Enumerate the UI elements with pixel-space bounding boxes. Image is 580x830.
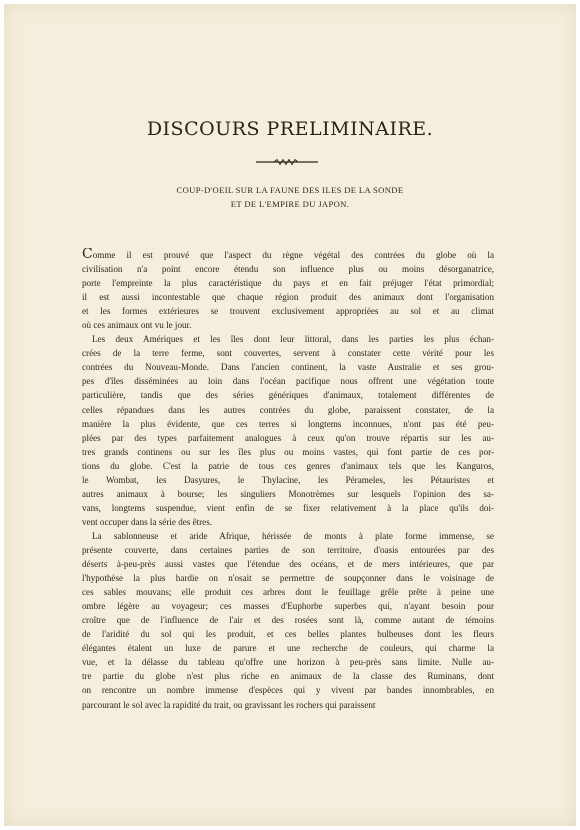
subtitle (4, 183, 576, 211)
paragraph-3 (82, 529, 494, 712)
text-line: de l'aridité du sol qui les produit, et ces belles plantes bulbeuses dont les fleurs (82, 629, 494, 640)
text-line: manière la plus évidente, que ces terres si longtems inconnues, n'ont pas été peu- (82, 418, 494, 429)
text-line: autres animaux à bourse; les singuliers Monotrèmes sur lesquels l'opinion des sa- (82, 488, 494, 499)
text-line: déserts à-peu-près aussi vastes que l'étendue des océans, et de mers intérieures, que par (82, 559, 494, 570)
text-line: élégantes étalent un luxe de parure et une recherche de couleurs, qui charme la (82, 643, 494, 654)
text-line: et les formes extérieures se trouvent exclusivement appropriées au sol et au climat (82, 306, 494, 317)
text-line: crées de la terre ferme, sont couvertes, servent à constater cette vérité pour les (82, 348, 494, 359)
text-line: porte l'empreinte la plus caractéristique du pays et en fait préjuger l'état primordial; (82, 278, 494, 289)
title-ornament (256, 158, 318, 166)
text-line: particulière, tandis que des séries génériques d'animaux, totalement différentes de (82, 390, 494, 401)
text-line: présente couverte, dans certaines parties de son territoire, d'oasis entourées par des (82, 544, 494, 555)
text-line: celles répandues dans les autres contrées du globe, paraissent constater, de la (82, 404, 494, 415)
text-line: plées par des types parfaitement analogues à ceux qu'on trouve répartis sur les au- (82, 432, 494, 443)
text-line: le Wombat, les Dasyures, le Thylacine, les Pérameles, les Pétauristes et (82, 474, 494, 485)
text-line: où ces animaux ont vu le jour. (82, 320, 192, 331)
text-line: ces sables mouvans; elle produit ces arbres dont le feuillage grêle prête à peine une (82, 587, 494, 598)
text-line: on rencontre un nombre immense d'espèces qui y vivent par bandes innombrables, en (82, 685, 494, 696)
document-page (4, 4, 576, 826)
text-line: tions du globe. C'est la patrie de tous ces genres d'animaux tels que les Kanguros, (82, 460, 494, 471)
text-line: La sablonneuse et aride Afrique, hérissée de monts à plate forme immense, se (92, 530, 494, 541)
text-line (82, 248, 494, 262)
text-line: civilisation n'a point encore étendu son influence plus ou moins désorganatrice, (82, 264, 494, 275)
paragraph-2 (82, 332, 494, 529)
text-line: pes d'îles disséminées au loin dans l'océan pacifique nous offrent une végétation toute (82, 376, 494, 387)
text-line: parcourant le sol avec la rapidité du trait, ou gravissant les rochers qui paraissent (82, 699, 376, 710)
text-line: contrées du Nouveau-Monde. Dans l'ancien continent, la vaste Australie et ses grou- (82, 362, 494, 373)
subtitle-line-1: COUP-D'OEIL SUR LA FAUNE DES ILES DE LA SONDE (176, 185, 404, 195)
paragraph-1 (82, 248, 494, 332)
text-line: il est aussi incontestable que chaque région produit des animaux dont l'organisation (82, 292, 494, 303)
page-title: DISCOURS PRELIMINAIRE. (146, 118, 434, 140)
text-line: l'hypothèse la plus hardie on n'osait se permettre de soupçonner dans le voisinage de (82, 573, 494, 584)
text-line: vue, et la délasse du tableau qu'offre une horizon à peu-près sans limite. Nulle au- (82, 657, 494, 668)
body-text (82, 248, 494, 712)
text-line: tres grands continens ou sur les îles plus ou moins vastes, qui font partie de ces por- (82, 446, 494, 457)
drop-cap: C (82, 248, 93, 262)
text-line: croître que de l'influence de l'air et des rosées sont là, comme autant de témoins (82, 615, 494, 626)
text-line: vans, longtems suspendue, vient enfin de se fixer relativement à la place qu'ils doi- (82, 502, 494, 513)
text-line: vent occuper dans la série des êtres. (82, 516, 213, 527)
text-line: tre partie du globe n'est plus riche en animaux de la classe des Ruminans, dont (82, 671, 494, 682)
text-line-rest: omme il est prouvé que l'aspect du règne végétal des contrées du globe où la (92, 250, 494, 260)
text-line: Les deux Amériques et les îles dont leur littoral, dans les parties les plus échan- (92, 334, 494, 345)
text-line: ombre légère au voyageur; ces masses d'Euphorbe superbes qui, n'ayant besoin pour (82, 601, 494, 612)
subtitle-line-2: ET DE L'EMPIRE DU JAPON. (230, 199, 350, 209)
